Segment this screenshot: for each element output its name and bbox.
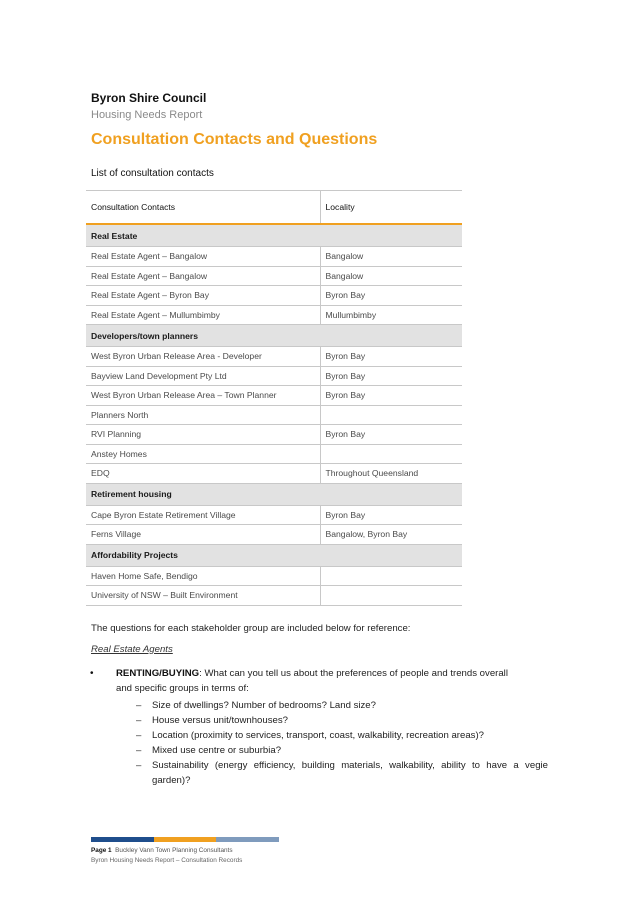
contact-cell: Haven Home Safe, Bendigo <box>86 566 320 586</box>
category-row <box>86 325 462 347</box>
column-header-locality: Locality <box>320 191 462 225</box>
table-row <box>86 586 462 606</box>
locality-cell: Byron Bay <box>320 286 462 306</box>
contact-cell: Real Estate Agent – Bangalow <box>86 247 320 267</box>
table-row <box>86 405 462 425</box>
contact-cell: Real Estate Agent – Byron Bay <box>86 286 320 306</box>
list-item <box>136 698 548 713</box>
table-row <box>86 247 462 267</box>
table-row <box>86 347 462 367</box>
table-row <box>86 286 462 306</box>
locality-cell: Bangalow, Byron Bay <box>320 525 462 545</box>
table-header-row <box>86 191 462 225</box>
dash-icon: – <box>136 730 142 741</box>
list-item-text: House versus unit/townhouses? <box>152 715 288 726</box>
contact-cell: EDQ <box>86 464 320 484</box>
table-row <box>86 566 462 586</box>
page-title: Consultation Contacts and Questions <box>91 131 378 148</box>
contact-cell: Real Estate Agent – Bangalow <box>86 266 320 286</box>
dash-icon: – <box>136 745 142 756</box>
category-row <box>86 544 462 566</box>
contact-cell: University of NSW – Built Environment <box>86 586 320 606</box>
contacts-table-body <box>86 224 462 605</box>
contact-cell: Anstey Homes <box>86 444 320 464</box>
category-label: Retirement housing <box>86 483 462 505</box>
contact-cell: West Byron Urban Release Area – Town Planner <box>86 386 320 406</box>
locality-cell: Byron Bay <box>320 505 462 525</box>
firm-name: Buckley Vann Town Planning Consultants <box>115 847 233 854</box>
table-row <box>86 505 462 525</box>
locality-cell: Bangalow <box>320 247 462 267</box>
locality-cell <box>320 586 462 606</box>
category-label: Real Estate <box>86 224 462 247</box>
locality-cell <box>320 444 462 464</box>
questions-intro: The questions for each stakeholder group are included below for reference: <box>91 623 411 634</box>
list-item <box>136 713 548 728</box>
dash-icon: – <box>136 700 142 711</box>
table-row <box>86 425 462 445</box>
question-bullet <box>116 666 526 696</box>
footer-bar-segment <box>91 837 154 842</box>
dash-icon: – <box>136 715 142 726</box>
page-number: Page 1 <box>91 847 112 854</box>
locality-cell <box>320 566 462 586</box>
table-row <box>86 386 462 406</box>
question-text: : What can you tell us about the preferences of people and trends overall and specific groups in terms of: <box>116 668 508 694</box>
list-item-text: Size of dwellings? Number of bedrooms? Land size? <box>152 700 376 711</box>
locality-cell: Byron Bay <box>320 425 462 445</box>
table-row <box>86 444 462 464</box>
contact-cell: Planners North <box>86 405 320 425</box>
bullet-icon: • <box>90 668 94 679</box>
locality-cell: Throughout Queensland <box>320 464 462 484</box>
report-name: Housing Needs Report <box>91 109 203 121</box>
footer-doc-title: Byron Housing Needs Report – Consultation Records <box>91 857 243 864</box>
column-header-contacts: Consultation Contacts <box>86 191 320 225</box>
contacts-table <box>86 190 462 606</box>
table-row <box>86 366 462 386</box>
table-row <box>86 305 462 325</box>
table-row <box>86 266 462 286</box>
locality-cell: Bangalow <box>320 266 462 286</box>
category-label: Affordability Projects <box>86 544 462 566</box>
list-heading: List of consultation contacts <box>91 168 214 179</box>
contact-cell: Real Estate Agent – Mullumbimby <box>86 305 320 325</box>
locality-cell: Mullumbimby <box>320 305 462 325</box>
question-subitems <box>136 698 548 788</box>
contact-cell: West Byron Urban Release Area - Developer <box>86 347 320 367</box>
category-row <box>86 224 462 247</box>
table-row <box>86 525 462 545</box>
category-label: Developers/town planners <box>86 325 462 347</box>
list-item-text: Location (proximity to services, transport, coast, walkability, recreation areas)? <box>152 730 485 741</box>
dash-icon: – <box>136 760 142 771</box>
list-item <box>136 728 548 743</box>
table-row <box>86 464 462 484</box>
footer-line-1 <box>91 847 233 854</box>
list-item <box>136 743 548 758</box>
locality-cell: Byron Bay <box>320 366 462 386</box>
locality-cell: Byron Bay <box>320 386 462 406</box>
locality-cell: Byron Bay <box>320 347 462 367</box>
footer-bar-segment <box>154 837 217 842</box>
list-item-text: Mixed use centre or suburbia? <box>152 745 282 756</box>
locality-cell <box>320 405 462 425</box>
category-row <box>86 483 462 505</box>
contact-cell: Bayview Land Development Pty Ltd <box>86 366 320 386</box>
contact-cell: Cape Byron Estate Retirement Village <box>86 505 320 525</box>
stakeholder-group-label: Real Estate Agents <box>91 644 173 655</box>
contact-cell: RVI Planning <box>86 425 320 445</box>
contact-cell: Ferns Village <box>86 525 320 545</box>
footer-color-bar <box>91 837 279 842</box>
footer-bar-segment <box>216 837 279 842</box>
question-lead: RENTING/BUYING <box>116 668 200 679</box>
list-item-text: Sustainability (energy efficiency, building materials, walkability, ability to have a vegie garden)? <box>152 760 548 786</box>
list-item <box>136 758 548 788</box>
organization-name: Byron Shire Council <box>91 91 207 105</box>
